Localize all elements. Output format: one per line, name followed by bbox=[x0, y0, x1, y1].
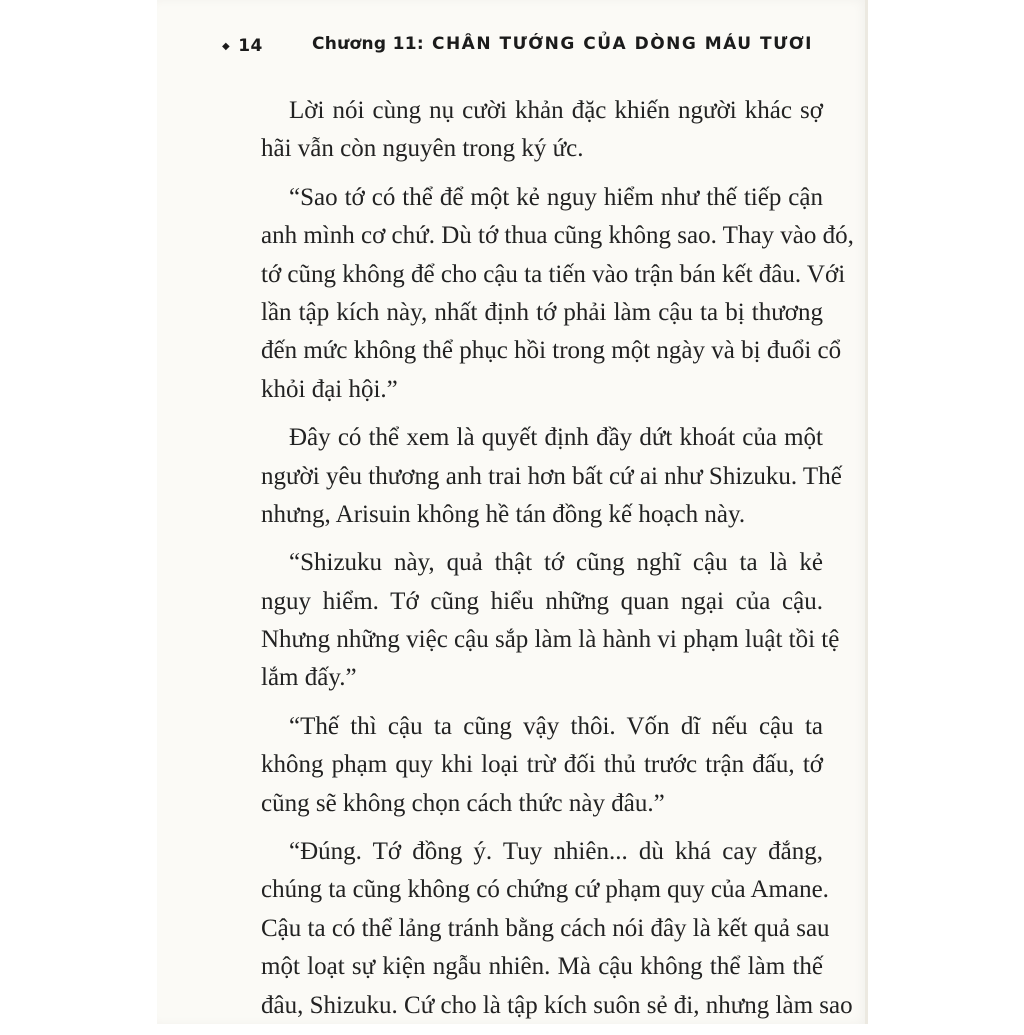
chapter-heading bbox=[312, 34, 813, 54]
text-line: đến mức không thể phục hồi trong một ngày và bị đuổi cổ bbox=[261, 337, 842, 365]
page-number bbox=[222, 36, 263, 56]
text-line: Lời nói cùng nụ cười khản đặc khiến người khác sợ bbox=[289, 97, 823, 124]
paragraph bbox=[261, 708, 823, 823]
text-line: lắm đấy.” bbox=[261, 664, 357, 692]
text-line: lần tập kích này, nhất định tớ phải làm cậu ta bị thương bbox=[261, 298, 823, 326]
text-line: hãi vẫn còn nguyên trong ký ức. bbox=[261, 135, 584, 163]
page-edge bbox=[865, 0, 868, 1024]
text-line: khỏi đại hội.” bbox=[261, 375, 398, 403]
text-line: “Thế thì cậu ta cũng vậy thôi. Vốn dĩ nếu cậu ta bbox=[289, 712, 823, 740]
book-page bbox=[157, 0, 868, 1024]
text-line: chúng ta cũng không có chứng cứ phạm quy của Amane. bbox=[261, 876, 829, 904]
paragraph bbox=[261, 179, 854, 409]
bullet-icon: ◆ bbox=[222, 40, 231, 52]
text-line: Đây có thể xem là quyết định đầy dứt khoát của một bbox=[289, 424, 823, 452]
text-line: nhưng, Arisuin không hề tán đồng kế hoạch này. bbox=[261, 500, 746, 528]
chapter-label: Chương 11: bbox=[311, 34, 424, 54]
text-line: một loạt sự kiện ngẫu nhiên. Mà cậu không thể làm thế bbox=[261, 953, 823, 981]
text-line: Cậu ta có thể lảng tránh bằng cách nói đây là kết quả sau bbox=[261, 914, 830, 942]
paragraph bbox=[261, 419, 842, 534]
running-header bbox=[222, 32, 813, 64]
text-line: không phạm quy khi loại trừ đối thủ trước trận đấu, tớ bbox=[261, 751, 823, 779]
text-line: anh mình cơ chứ. Dù tớ thua cũng không sao. Thay vào đó, bbox=[261, 222, 854, 250]
text-line: người yêu thương anh trai hơn bất cứ ai như Shizuku. Thế bbox=[261, 462, 842, 490]
body-text bbox=[261, 92, 854, 1035]
chapter-title: CHÂN TƯỚNG CỦA DÒNG MÁU TƯƠI bbox=[431, 34, 813, 54]
text-line: tớ cũng không để cho cậu ta tiến vào trận bán kết đâu. Với bbox=[261, 260, 846, 288]
text-line: “Đúng. Tớ đồng ý. Tuy nhiên... dù khá cay đắng, bbox=[289, 838, 823, 866]
text-line: đâu, Shizuku. Cứ cho là tập kích suôn sẻ đi, nhưng làm sao bbox=[261, 991, 853, 1019]
text-line: nguy hiểm. Tớ cũng hiểu những quan ngại của cậu. bbox=[261, 587, 823, 615]
page-number-text: 14 bbox=[238, 36, 263, 56]
text-line: cũng sẽ không chọn cách thức này đâu.” bbox=[261, 789, 665, 817]
paragraph bbox=[261, 833, 853, 1025]
paragraph bbox=[261, 92, 823, 169]
text-line: “Sao tớ có thể để một kẻ nguy hiểm như thế tiếp cận bbox=[289, 183, 823, 211]
text-line: “Shizuku này, quả thật tớ cũng nghĩ cậu ta là kẻ bbox=[289, 549, 823, 577]
text-line: Nhưng những việc cậu sắp làm là hành vi phạm luật tồi tệ bbox=[261, 626, 840, 654]
paragraph bbox=[261, 544, 840, 698]
